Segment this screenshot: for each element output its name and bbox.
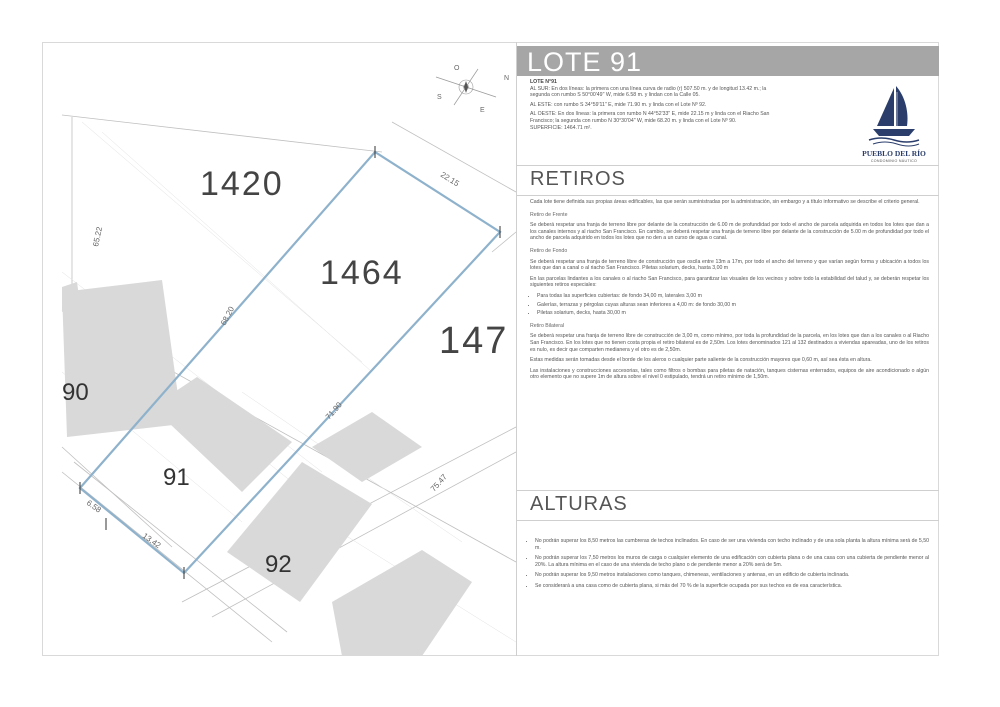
fondo-text-2: En las parcelas lindantes a los canales o al riacho San Francisco, para garantizar las visuales de los vecinos y sobre todo la estabilidad del talud y, se deberán respetar los siguientes retiros especiales: [530,275,929,289]
logo-name: PUEBLO DEL RÍO [862,149,926,158]
lot-label-147: 147 [439,320,509,362]
compass-icon [436,69,496,105]
lot-label-1420: 1420 [200,165,284,203]
lote-line-superficie: SUPERFICIE: 1464.71 m². [530,124,592,131]
frente-title: Retiro de Frente [530,211,568,218]
frente-text: Se deberá respetar una franja de terreno libre por delante de la construcción de 6.00 m de profundidad por todo el ancho de parcela adquirida en todos los lotes que dan a los canales internos y al riacho San Francisco. En cambio, se deberá respetar una franja de terreno libre por delante de la construcción de 5.00 m de profundidad por todo el ancho de parcela adquirido en todos los lotes que no den a un curso de agua o canal. [530,222,929,242]
lot-label-90: 90 [62,379,89,406]
pueblo-del-rio-logo [857,82,931,163]
retiros-intro: Cada lote tiene definida sus propias áreas edificables, las que serán suministradas por la administración, sin embargo y a título informativo se describe el criterio general. [530,199,920,205]
bilateral-text-3: Las instalaciones y construcciones accesorias, tales como filtros o bombas para piletas de natación, tanques cisternas enterrados, equipos de aire acondicionado o algún otro elemento que no supere 1m de altura sobre el nivel 0 estipulado, tendrá un retiro mínimo de 1,50m. [530,367,929,381]
fondo-text-1: Se deberá respetar una franja de terreno libre de construcción que oscila entre 13m a 17m, por todo el ancho del terreno y que varían según forma y ubicación a todos los lotes que dan a canal o al riacho San Francisco. Piletas solarium, decks, hasta 3,00 m [530,258,929,272]
dim-75-47: 75.47 [428,472,449,494]
lote-heading: LOTE N°91 [530,79,557,85]
alturas-header [517,490,939,521]
compass-s: S [437,94,442,101]
lote-line-sur: AL SUR: En dos líneas: la primera con una línea curva de radio (r) 507.50 m. y de longitud 13.42 m.; la segunda con rumbo S 50°00'49" W, mide 6.58 m. y lindan con la Calle 05. [530,85,767,99]
lot-label-92: 92 [265,551,292,578]
alturas-body [525,538,929,594]
bilateral-title: Retiro Bilateral [530,322,565,329]
building-footprints [62,280,472,656]
retiros-heading: RETIROS [530,168,626,190]
dim-6-58: 6.58 [84,498,103,515]
lot-label-91: 91 [163,464,190,491]
fondo-bullet: • Para todas las superficies cubiertas: de fondo 34,00 m, laterales 3,00 m [537,293,929,300]
alturas-bullet: • No podrán superar los 9,50 metros instalaciones como tanques, chimeneas, ventilaciones y antenas, en un edificio de cubierta inclinada. [535,572,929,579]
dim-71-90: 71.90 [323,400,344,422]
sailboat-icon [857,82,931,148]
compass-e: E [480,107,485,114]
dim-22-15: 22.15 [438,170,461,189]
dim-65-22: 65.22 [91,225,105,248]
dim-13-42: 13.42 [140,531,163,551]
compass-n: N [504,75,510,82]
info-panel [517,42,939,656]
alturas-bullet: • No podrán superar los 8,50 metros las cumbreras de techos inclinados. En caso de ser una vivienda con techo inclinado y de una sola planta la altura mínima será de 5,50 m. [535,538,929,551]
alturas-heading: ALTURAS [530,493,628,515]
lot-label-1464: 1464 [320,254,404,292]
lote-line-este: AL ESTE: con rumbo S 34°59'11" E, mide 71.90 m. y linda con el Lote Nº 92. [530,101,707,108]
title-bar [517,46,939,76]
fondo-bullet: • Piletas solarium, decks, hasta 30,00 m [537,310,929,317]
lote-line-oeste: AL OESTE: En dos líneas: la primera con rumbo N 44°52'33" E, mide 22.15 m y linda con el Riacho San Francisco; la segunda con rumbo N 30°30'04" W, mide 68.20 m. y linda con el Lote Nº 90. [530,111,770,124]
lote-description [530,79,775,134]
retiros-body [530,199,929,385]
page-title: LOTE 91 [527,47,643,77]
bilateral-text-1: Se deberá respetar una franja de terreno libre de construcción de 3,00 m, como mínimo, por toda la profundidad de la parcela, en los lotes que dan a los canales o al Riacho San Francisco. En los lotes que no tienen costa propia el retiro bilateral es de 2,50m. Los lotes denominados 121 al 132 destinados a viviendas apareadas, uno de los retiros es nulo, es decir que comparten medianera y el otro es de 2,50m. [530,333,929,353]
fondo-title: Retiro de Fondo [530,247,568,254]
logo-subtitle: CONDOMINIO NÁUTICO [870,159,918,163]
alturas-bullet: • Se considerará a una casa como de cubierta plana, si más del 70 % de la superficie ocupada por sus techos es de esa característica. [535,583,929,590]
fondo-list [530,293,929,317]
lot-plan [42,42,516,656]
bilateral-text-2: Estas medidas serán tomadas desde el borde de los aleros o cualquier parte saliente de la construcción mayores que 0,60 m, así sea ésta en altura. [530,357,872,364]
retiros-header [517,165,939,196]
fondo-bullet: • Galerías, terrazas y pérgolas cuyas alturas sean inferiores a 4,00 m: de fondo 30,00 m [537,302,929,309]
compass-o: O [454,65,460,72]
alturas-bullet: • No podrán superar los 7,50 metros los muros de carga o cualquier elemento de una edificación con cubierta plana o de una casa con una cubierta de pendiente menor al 20%. La altura mínima en el caso de una vivienda de techo plano o de pendiente menor a 20% será de 5m. [535,555,929,568]
dim-68-20: 68.20 [218,305,237,327]
